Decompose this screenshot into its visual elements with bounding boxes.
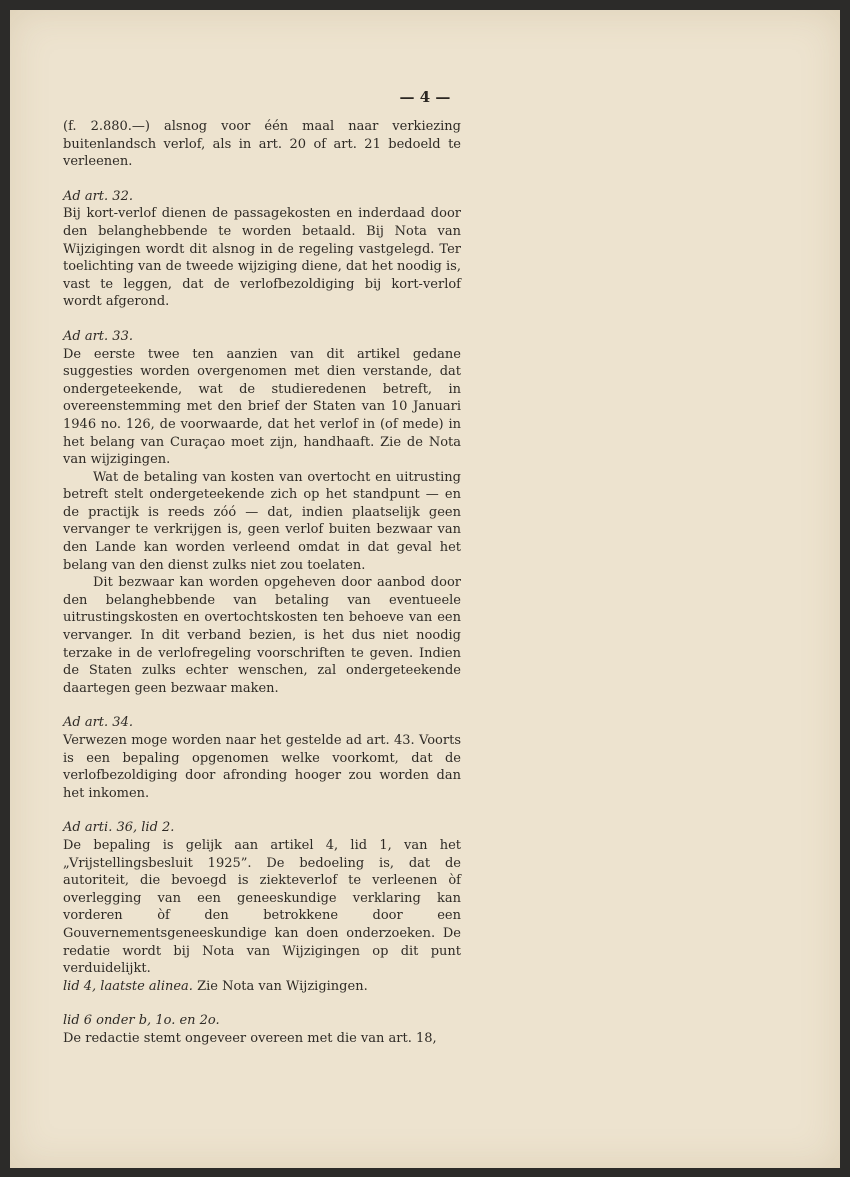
- paragraph: Dit bezwaar kan worden opgeheven door aanbod door den belanghebbende van betaling van eventueele uitrustingskosten en overtochtskosten ten behoeve van een vervanger. In dit verband bezien, is het dus niet noodig terzake in de verlofregeling voorschriften te geven. Indien de Staten zulks echter wenschen, zal ondergeteekende daartegen geen bezwaar maken.: [63, 575, 461, 696]
- section-heading: Ad arti. 36, lid 2.: [63, 820, 175, 836]
- paragraph: De bepaling is gelijk aan artikel 4, lid 1, van het „Vrijstellingsbesluit 1925”. De bedoeling is, dat de autoriteit, die bevoegd is ziekteverlof te verleenen òf overlegging van een geneeskundige verklaring kan vorderen òf den betrokkene door een Gouvernementsgeneeskundige kan doen onderzoeken. De redatie wordt bij Nota van Wijzigingen op dit punt verduidelijkt.: [63, 837, 461, 977]
- section-heading: Ad art. 34.: [63, 715, 133, 731]
- page-number: — 4 —: [399, 88, 451, 106]
- section-heading: lid 6 onder b, 1o. en 2o.: [63, 1013, 220, 1029]
- paragraph-text: Zie Nota van Wijzigingen.: [197, 978, 368, 994]
- section-heading: Ad art. 32.: [63, 188, 133, 204]
- section-heading: Ad art. 33.: [63, 328, 133, 344]
- subsection-heading: lid 4, laatste alinea.: [63, 978, 193, 994]
- document-page: [10, 10, 840, 1168]
- paragraph: Wat de betaling van kosten van overtocht en uitrusting betreft stelt ondergeteekende zich op het standpunt — en de practijk is reeds zóó — dat, indien plaatselijk geen vervanger te verkrijgen is, geen verlof buiten bezwaar van den Lande kan worden verleend omdat in dat geval het belang van den dienst zulks niet zou toelaten.: [63, 469, 461, 573]
- paragraph: [63, 978, 461, 996]
- paragraph: (f. 2.880.—) alsnog voor één maal naar verkiezing buitenlandsch verlof, als in art. 20 of art. 21 bedoeld te verleenen.: [63, 119, 461, 170]
- body-text: [63, 118, 461, 1048]
- paragraph: Verwezen moge worden naar het gestelde ad art. 43. Voorts is een bepaling opgenomen welke voorkomt, dat de verlofbezoldiging door afronding hooger zou worden dan het inkomen.: [63, 733, 461, 801]
- paragraph: De eerste twee ten aanzien van dit artikel gedane suggesties worden overgenomen met dien verstande, dat ondergeteekende, wat de studieredenen betreft, in overeenstemming met den brief der Staten van 10 Januari 1946 no. 126, de voorwaarde, dat het verlof in (of mede) in het belang van Curaçao moet zijn, handhaaft. Zie de Nota van wijzigingen.: [63, 346, 461, 468]
- paragraph: De redactie stemt ongeveer overeen met die van art. 18,: [63, 1030, 437, 1046]
- paragraph: Bij kort-verlof dienen de passagekosten en inderdaad door den belanghebbende te worden betaald. Bij Nota van Wijzigingen wordt dit alsnog in de regeling vastgelegd. Ter toelichting van de tweede wijziging diene, dat het noodig is, vast te leggen, dat de verlofbezoldiging bij kort-verlof wordt afgerond.: [63, 206, 461, 310]
